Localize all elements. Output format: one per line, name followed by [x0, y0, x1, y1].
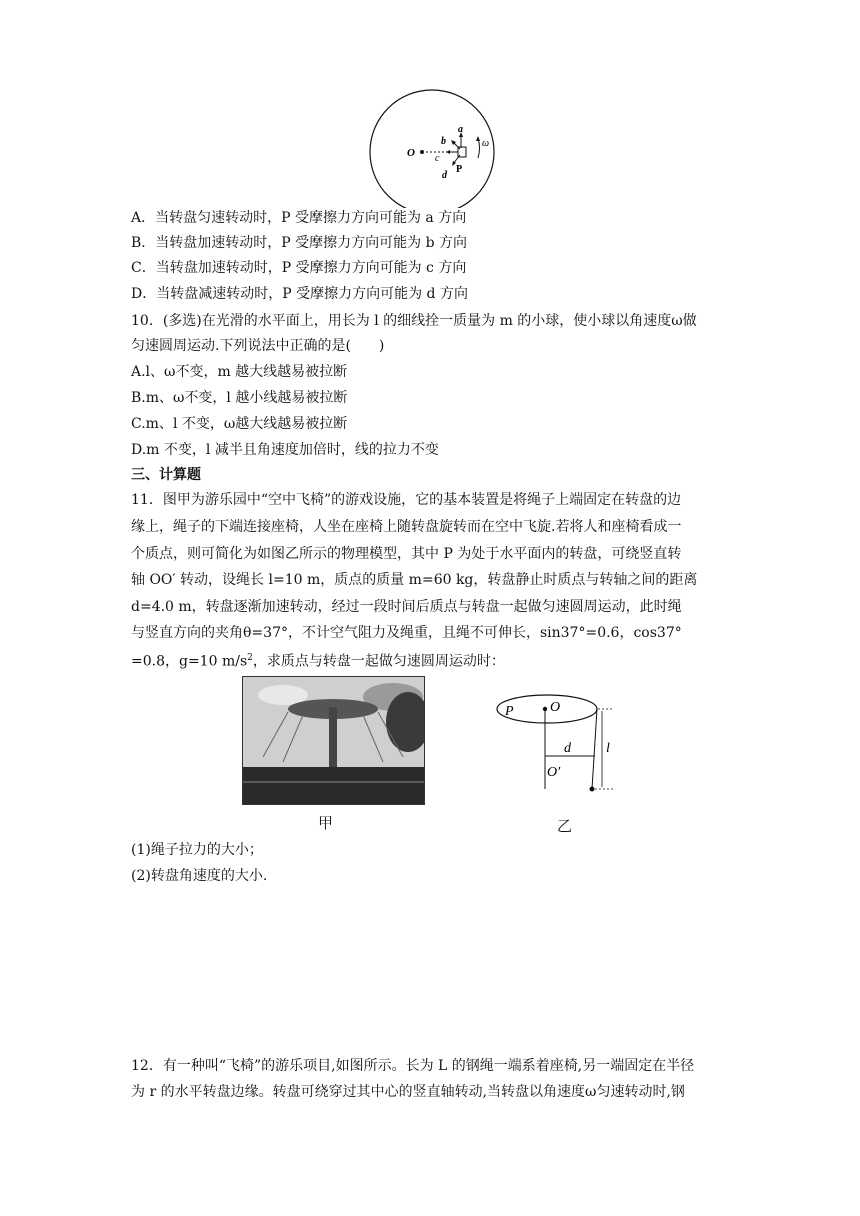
q10-option-c: C.m、l 不变，ω越大线越易被拉断 — [131, 416, 348, 432]
q11-line2: 缘上，绳子的下端连接座椅，人坐在座椅上随转盘旋转而在空中飞旋.若将人和座椅看成一 — [131, 519, 682, 535]
q11-line4: 轴 OO′ 转动，设绳长 l=10 m，质点的质量 m=60 kg，转盘静止时质点与转轴之间的距离 — [131, 572, 698, 588]
swing-ride-photo — [242, 676, 425, 805]
q11-line6: 与竖直方向的夹角θ=37°，不计空气阻力及绳重，且绳不可伸长，sin37°=0.6，cos37° — [131, 625, 682, 641]
q11-sub2: (2)转盘角速度的大小. — [131, 868, 268, 884]
label-o: O — [407, 147, 415, 159]
q9-option-c: C．当转盘加速转动时，P 受摩擦力方向可能为 c 方向 — [131, 260, 467, 276]
q10-stem-line1: 10．(多选)在光滑的水平面上，用长为 l 的细线拴一质量为 m 的小球，使小球以角速度ω做 — [131, 313, 697, 329]
figure-jia-caption: 甲 — [318, 814, 334, 832]
q11-line5: d=4.0 m，转盘逐渐加速转动，经过一段时间后质点与转盘一起做匀速圆周运动，此时绳 — [131, 599, 682, 615]
center-dot — [420, 150, 424, 154]
q11-line3: 个质点，则可简化为如图乙所示的物理模型，其中 P 为处于水平面内的转盘，可绕竖直转 — [131, 546, 682, 562]
section-heading: 三、计算题 — [131, 467, 201, 483]
label-d: d — [442, 170, 447, 181]
label-o-prime: O′ — [547, 765, 561, 780]
q10-option-a: A.l、ω不变，m 越大线越易被拉断 — [131, 364, 348, 380]
label-a: a — [458, 124, 463, 135]
q12-line1: 12．有一种叫“飞椅”的游乐项目,如图所示。长为 L 的钢绳一端系着座椅,另一端固定在半径 — [131, 1058, 695, 1074]
q11-line1: 11．图甲为游乐园中“空中飞椅”的游戏设施，它的基本装置是将绳子上端固定在转盘的边 — [131, 492, 682, 508]
label-p: P — [456, 164, 463, 175]
label-p2: P — [505, 704, 514, 719]
q11-line7: =0.8，g=10 $m/s^2$，求质点与转盘一起做匀速圆周运动时： — [131, 653, 505, 670]
label-c: c — [435, 153, 440, 164]
q12-line2: 为 r 的水平转盘边缘。转盘可绕穿过其中心的竖直轴转动,当转盘以角速度ω匀速转动时,钢 — [131, 1084, 685, 1100]
disk-outline — [370, 90, 494, 208]
q10-option-d: D.m 不变，l 减半且角速度加倍时，线的拉力不变 — [131, 442, 439, 458]
rotating-disk-figure — [360, 88, 500, 208]
physics-model-diagram — [492, 690, 622, 802]
label-omega: ω — [482, 138, 490, 149]
q10-option-b: B.m、ω不变，l 越小线越易被拉断 — [131, 390, 348, 406]
figure-yi-caption: 乙 — [557, 817, 573, 835]
q9-option-d: D．当转盘减速转动时，P 受摩擦力方向可能为 d 方向 — [131, 286, 468, 302]
q10-stem-line2: 匀速圆周运动.下列说法中正确的是( ) — [131, 338, 385, 354]
label-b: b — [441, 136, 446, 147]
label-l2: l — [606, 741, 610, 756]
label-o2: O — [550, 700, 561, 715]
q11-sub1: (1)绳子拉力的大小； — [131, 842, 263, 858]
q9-option-b: B．当转盘加速转动时，P 受摩擦力方向可能为 b 方向 — [131, 235, 468, 251]
rope-line — [592, 709, 597, 789]
mass-point — [590, 787, 595, 792]
axis-point-o — [543, 707, 547, 711]
label-d2: d — [564, 741, 571, 756]
q9-option-a: A．当转盘匀速转动时，P 受摩擦力方向可能为 a 方向 — [131, 210, 467, 226]
